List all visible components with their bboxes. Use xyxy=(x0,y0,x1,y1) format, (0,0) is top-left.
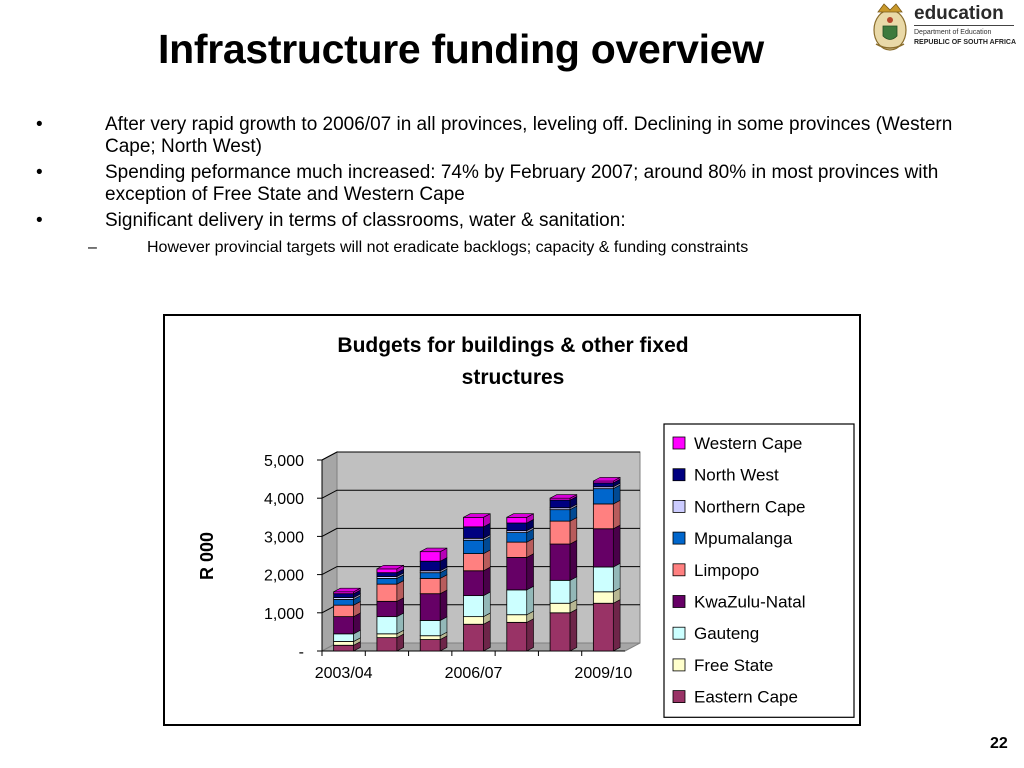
y-axis-label: R 000 xyxy=(197,531,217,581)
bar-segment-side xyxy=(570,609,577,651)
legend-label: Limpopo xyxy=(694,560,760,580)
bar-segment xyxy=(420,636,440,640)
bullet-text: After very rapid growth to 2006/07 in all provinces, leveling off. Declining in some provinces (Western Cape; North West) xyxy=(105,114,953,157)
bar-segment xyxy=(507,542,527,557)
sub-bullet-text: However provincial targets will not eradicate backlogs; capacity & funding constraints xyxy=(147,239,749,256)
bar-segment xyxy=(507,517,527,523)
bar-segment xyxy=(593,567,613,592)
legend-swatch xyxy=(673,627,685,639)
legend-label: KwaZulu-Natal xyxy=(694,592,806,612)
bar-segment xyxy=(334,594,354,598)
bar-segment-side xyxy=(570,577,577,604)
bar-segment xyxy=(377,617,397,634)
bar-segment-side xyxy=(570,540,577,580)
bar-segment xyxy=(507,523,527,531)
bar-segment xyxy=(593,489,613,504)
bar-segment xyxy=(550,500,570,508)
bullet-marker: • xyxy=(36,114,43,135)
logo-department: Department of Education xyxy=(914,29,992,36)
legend-swatch xyxy=(673,532,685,544)
bar-segment xyxy=(377,573,397,577)
bar-segment xyxy=(420,640,440,651)
logo-divider xyxy=(914,25,1014,26)
bar-segment xyxy=(507,590,527,615)
department-logo xyxy=(870,0,1024,56)
bullet-marker: • xyxy=(36,162,43,183)
legend-swatch xyxy=(673,500,685,512)
legend-swatch xyxy=(673,564,685,576)
legend-swatch xyxy=(673,596,685,608)
bar-segment xyxy=(464,540,484,553)
bar-segment xyxy=(593,592,613,603)
coat-of-arms-icon xyxy=(870,0,910,52)
legend-label: Mpumalanga xyxy=(694,529,793,549)
logo-name: education xyxy=(914,3,1004,24)
bar-segment xyxy=(550,544,570,580)
bullet-marker: • xyxy=(36,210,43,231)
legend-swatch xyxy=(673,691,685,703)
bar-segment xyxy=(593,483,613,487)
bar-segment-side xyxy=(440,590,447,620)
bar-segment xyxy=(464,554,484,571)
bar-segment-side xyxy=(613,500,620,528)
legend-label: Northern Cape xyxy=(694,497,806,517)
bar-segment xyxy=(334,645,354,651)
bar-segment-side xyxy=(527,586,534,614)
x-tick-label: 2009/10 xyxy=(574,665,633,682)
bar-segment xyxy=(550,613,570,651)
bar-segment xyxy=(507,557,527,589)
bar-segment xyxy=(334,605,354,616)
bar-segment xyxy=(550,580,570,603)
legend-label: North West xyxy=(694,465,779,485)
bar-segment xyxy=(507,533,527,543)
bullet-text: Significant delivery in terms of classrooms, water & sanitation: xyxy=(105,210,626,231)
bar-segment xyxy=(550,510,570,521)
bar-segment xyxy=(507,615,527,623)
bar-segment xyxy=(550,603,570,613)
bar-segment xyxy=(420,578,440,593)
y-tick-label: 2,000 xyxy=(263,567,304,585)
slide-title: Infrastructure funding overview xyxy=(158,26,764,72)
legend-label: Gauteng xyxy=(694,624,760,644)
logo-country: REPUBLIC OF SOUTH AFRICA xyxy=(914,39,1017,46)
legend-label: Free State xyxy=(694,655,774,675)
legend-swatch xyxy=(673,437,685,449)
bar-segment xyxy=(420,594,440,621)
bar-segment xyxy=(420,620,440,635)
legend-swatch xyxy=(673,469,685,481)
y-tick-label: 1,000 xyxy=(263,605,304,623)
bar-segment-side xyxy=(484,621,491,651)
y-tick-label: 3,000 xyxy=(263,529,304,547)
bar-segment xyxy=(464,517,484,527)
bar-segment-side xyxy=(484,592,491,617)
bar-segment-side xyxy=(527,554,534,590)
bar-segment xyxy=(377,601,397,616)
chart-title-line: Budgets for buildings & other fixed xyxy=(337,334,689,357)
bar-segment xyxy=(377,578,397,584)
stacked-bar-chart xyxy=(165,316,859,724)
bar-segment xyxy=(377,634,397,638)
x-tick-label: 2003/04 xyxy=(314,665,373,682)
bar-segment-side xyxy=(613,600,620,651)
bar-segment-side xyxy=(570,518,577,545)
bar-segment xyxy=(464,617,484,625)
bar-segment xyxy=(334,617,354,634)
bar-segment-side xyxy=(613,563,620,591)
legend-swatch xyxy=(673,659,685,671)
bar-segment xyxy=(593,603,613,651)
bar-segment xyxy=(334,599,354,605)
bar-segment xyxy=(334,634,354,642)
bar-segment-side xyxy=(484,567,491,595)
bar-segment xyxy=(593,529,613,567)
bar-segment xyxy=(377,584,397,601)
bar-segment xyxy=(464,527,484,538)
bar-segment xyxy=(334,641,354,645)
bar-segment-side xyxy=(527,619,534,651)
bar-segment xyxy=(377,569,397,573)
chart-title-line: structures xyxy=(461,366,565,389)
y-tick-label: 4,000 xyxy=(263,491,304,509)
bar-segment xyxy=(377,638,397,651)
legend-label: Western Cape xyxy=(694,434,803,453)
bar-segment xyxy=(593,504,613,529)
bar-segment xyxy=(464,624,484,651)
bar-segment xyxy=(420,552,440,562)
bar-segment-side xyxy=(613,525,620,567)
y-tick-label: 5,000 xyxy=(263,453,304,470)
y-tick-label: - xyxy=(298,644,304,661)
bar-segment xyxy=(550,521,570,544)
bar-segment xyxy=(464,571,484,596)
x-tick-label: 2006/07 xyxy=(444,665,503,682)
bullet-text: Spending peformance much increased: 74% by February 2007; around 80% in most provinces with exception of Free State and Western Cape xyxy=(105,162,939,205)
legend-label: Eastern Cape xyxy=(694,687,798,707)
bar-segment xyxy=(420,573,440,579)
bar-segment xyxy=(420,561,440,571)
page-number: 22 xyxy=(990,735,1008,752)
bar-segment xyxy=(507,622,527,651)
chart-frame xyxy=(163,314,861,726)
sub-bullet-marker: – xyxy=(88,239,97,256)
bar-segment xyxy=(464,596,484,617)
